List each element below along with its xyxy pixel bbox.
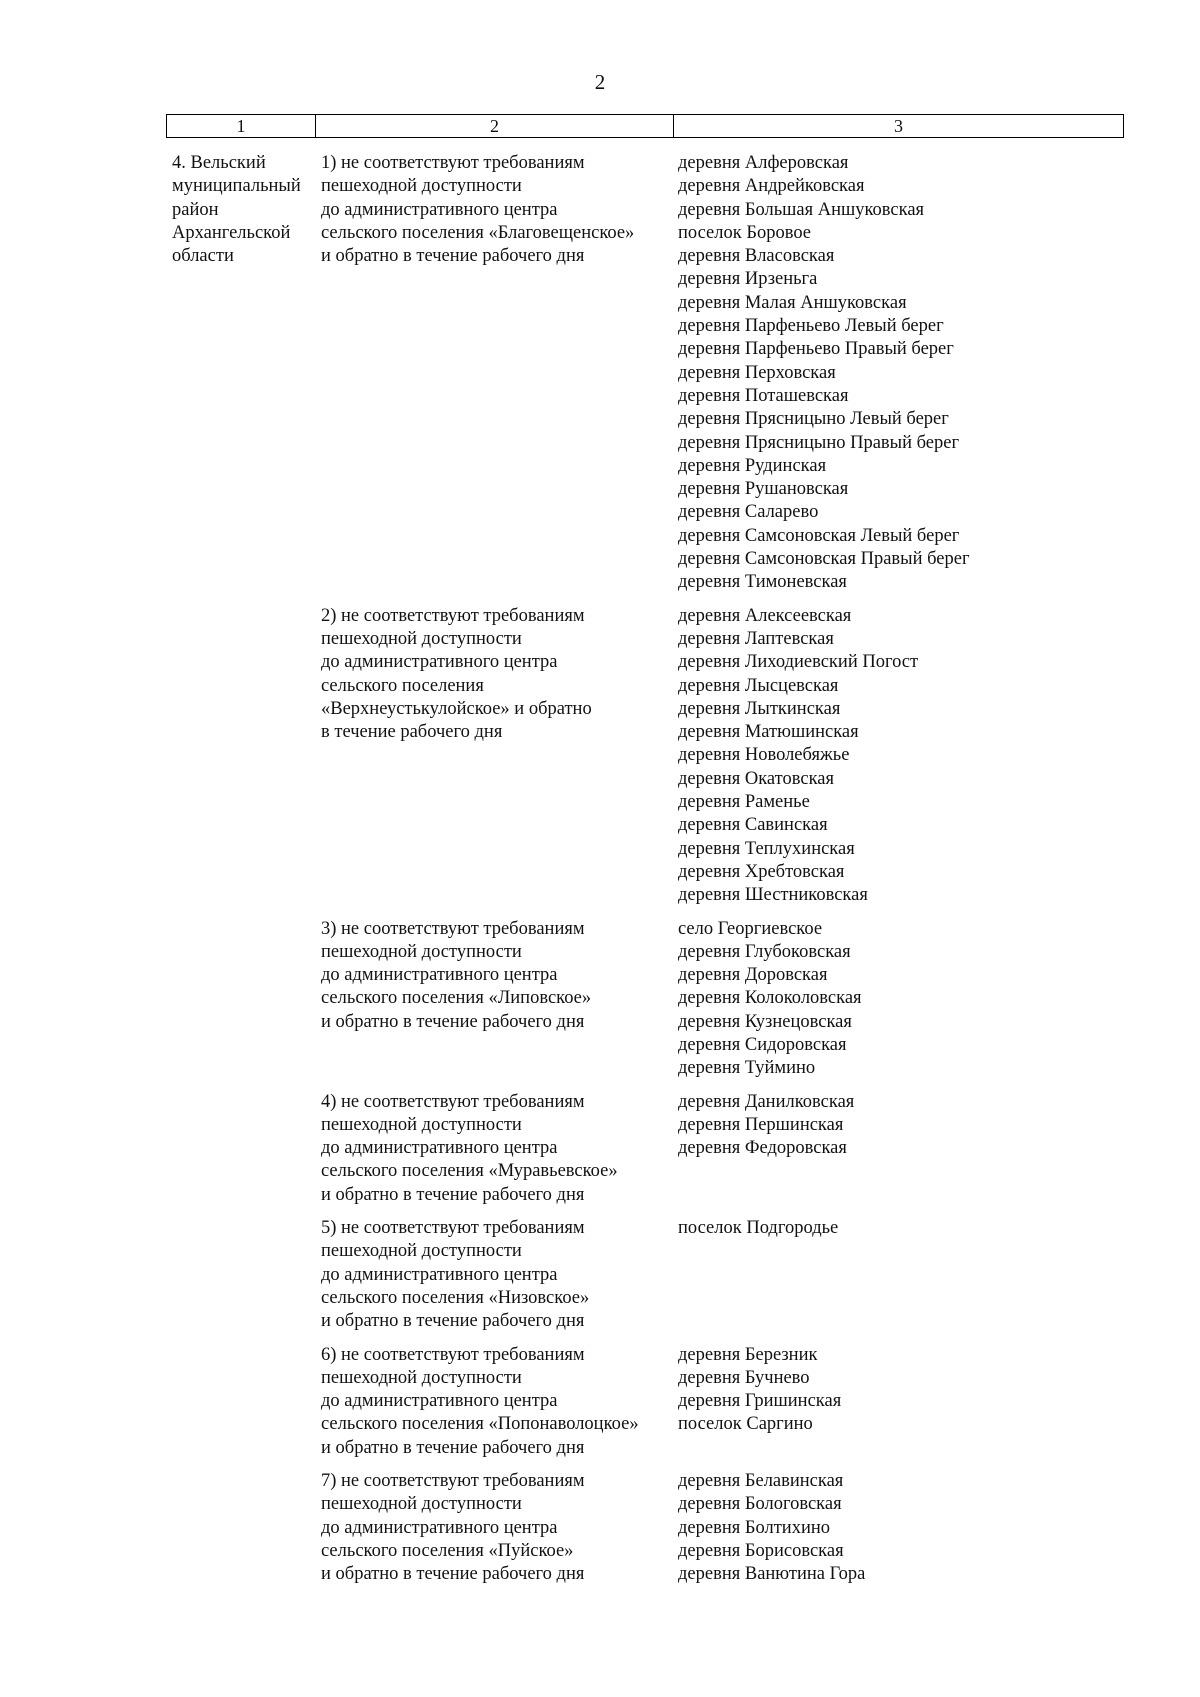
criterion-text: 6) не соответствуют требованиям пешеходной доступности до административного центра сельского поселения «Попонаволоцкое» и обратно в течение рабочего дня (321, 1344, 639, 1458)
group-row (321, 1470, 1121, 1586)
place-item: деревня Савинская (678, 815, 828, 836)
page-number: 2 (594, 70, 606, 94)
place-item: деревня Окатовская (678, 768, 835, 789)
place-item: деревня Поташевская (678, 385, 849, 406)
places-list (678, 918, 1121, 1081)
place-item: деревня Саларево (678, 502, 819, 523)
place-item: деревня Андрейковская (678, 176, 865, 197)
group-row (321, 1091, 1121, 1207)
group-row (321, 918, 1121, 1081)
place-item: деревня Ванютина Гора (678, 1564, 866, 1585)
place-item: деревня Парфеньево Левый берег (678, 316, 944, 337)
place-item: деревня Ирзеньга (678, 269, 818, 290)
place-item: деревня Алферовская (678, 153, 849, 173)
place-item: поселок Боровое (678, 222, 812, 243)
place-item: деревня Лиходиевский Погост (678, 652, 919, 673)
group-row (321, 605, 1121, 908)
place-item: село Георгиевское (678, 918, 823, 939)
criterion-text: 5) не соответствуют требованиям пешеходной доступности до административного центра сельского поселения «Низовское» и обратно в течение рабочего дня (321, 1218, 590, 1332)
group-row (321, 1344, 1121, 1460)
place-item: деревня Самсоновская Левый берег (678, 525, 960, 546)
places-list (678, 1217, 1121, 1333)
place-item: деревня Данилковская (678, 1091, 855, 1112)
header-cell-2: 2 (316, 115, 674, 137)
region-name: 4. Вельский муниципальный район Архангельской области (172, 153, 301, 267)
place-item: деревня Большая Аншуковская (678, 199, 925, 220)
place-item: деревня Рушановская (678, 479, 849, 500)
place-item: деревня Власовская (678, 246, 835, 267)
place-item: деревня Лыткинская (678, 698, 841, 719)
place-item: деревня Самсоновская Правый берег (678, 549, 970, 570)
place-item: деревня Прясницыно Левый берег (678, 409, 949, 430)
place-item: деревня Бучнево (678, 1367, 810, 1388)
place-item: деревня Матюшинская (678, 722, 859, 743)
place-item: поселок Саргино (678, 1414, 813, 1435)
criterion-text: 1) не соответствуют требованиям пешеходной доступности до административного центра сельского поселения «Благовещенское» и обратно в течение рабочего дня (321, 153, 635, 267)
header-cell-3: 3 (894, 116, 903, 136)
settlement-groups (321, 152, 1121, 1597)
criterion-text: 2) не соответствуют требованиям пешеходной доступности до административного центра сельского поселения «Верхнеустькулойское» и обратно в течение рабочего дня (321, 605, 592, 743)
place-item: деревня Кузнецовская (678, 1011, 852, 1032)
place-item: деревня Сидоровская (678, 1034, 847, 1055)
place-item: деревня Березник (678, 1344, 818, 1365)
place-item: деревня Рудинская (678, 455, 827, 476)
place-item: деревня Першинская (678, 1114, 844, 1135)
criterion-text: 7) не соответствуют требованиям пешеходной доступности до административного центра сельского поселения «Пуйское» и обратно в течение рабочего дня (321, 1471, 585, 1585)
place-item: деревня Шестниковская (678, 885, 868, 906)
place-item: деревня Доровская (678, 965, 828, 986)
table-header (166, 114, 1124, 138)
criterion-text: 3) не соответствуют требованиям пешеходной доступности до административного центра сельского поселения «Липовское» и обратно в течение рабочего дня (321, 918, 592, 1032)
place-item: деревня Болтихино (678, 1517, 831, 1538)
group-row (321, 152, 1121, 595)
place-item: деревня Федоровская (678, 1138, 847, 1159)
group-row (321, 1217, 1121, 1333)
place-item: деревня Гришинская (678, 1391, 842, 1412)
place-item: деревня Прясницыно Правый берег (678, 432, 960, 453)
place-item: деревня Колоколовская (678, 988, 862, 1009)
place-item: деревня Хребтовская (678, 861, 845, 882)
places-list (678, 1344, 1121, 1460)
place-item: деревня Белавинская (678, 1471, 844, 1492)
place-item: деревня Бологовская (678, 1494, 842, 1515)
place-item: деревня Лаптевская (678, 628, 834, 649)
place-item: деревня Раменье (678, 792, 810, 813)
place-item: деревня Малая Аншуковская (678, 292, 907, 313)
places-list (678, 605, 1121, 908)
place-item: деревня Теплухинская (678, 838, 855, 859)
header-cell-1: 1 (167, 115, 316, 137)
place-item: деревня Туймино (678, 1058, 816, 1079)
places-list (678, 152, 1121, 595)
criterion-text: 4) не соответствуют требованиям пешеходной доступности до административного центра сельского поселения «Муравьевское» и обратно в течение рабочего дня (321, 1091, 618, 1205)
place-item: деревня Лысцевская (678, 675, 839, 696)
places-list (678, 1470, 1121, 1586)
place-item: деревня Парфеньево Правый берег (678, 339, 954, 360)
place-item: деревня Глубоковская (678, 941, 851, 962)
place-item: поселок Подгородье (678, 1218, 839, 1239)
place-item: деревня Борисовская (678, 1540, 844, 1561)
place-item: деревня Новолебяжье (678, 745, 850, 766)
place-item: деревня Алексеевская (678, 605, 852, 626)
place-item: деревня Перховская (678, 362, 836, 383)
places-list (678, 1091, 1121, 1207)
place-item: деревня Тимоневская (678, 572, 847, 593)
